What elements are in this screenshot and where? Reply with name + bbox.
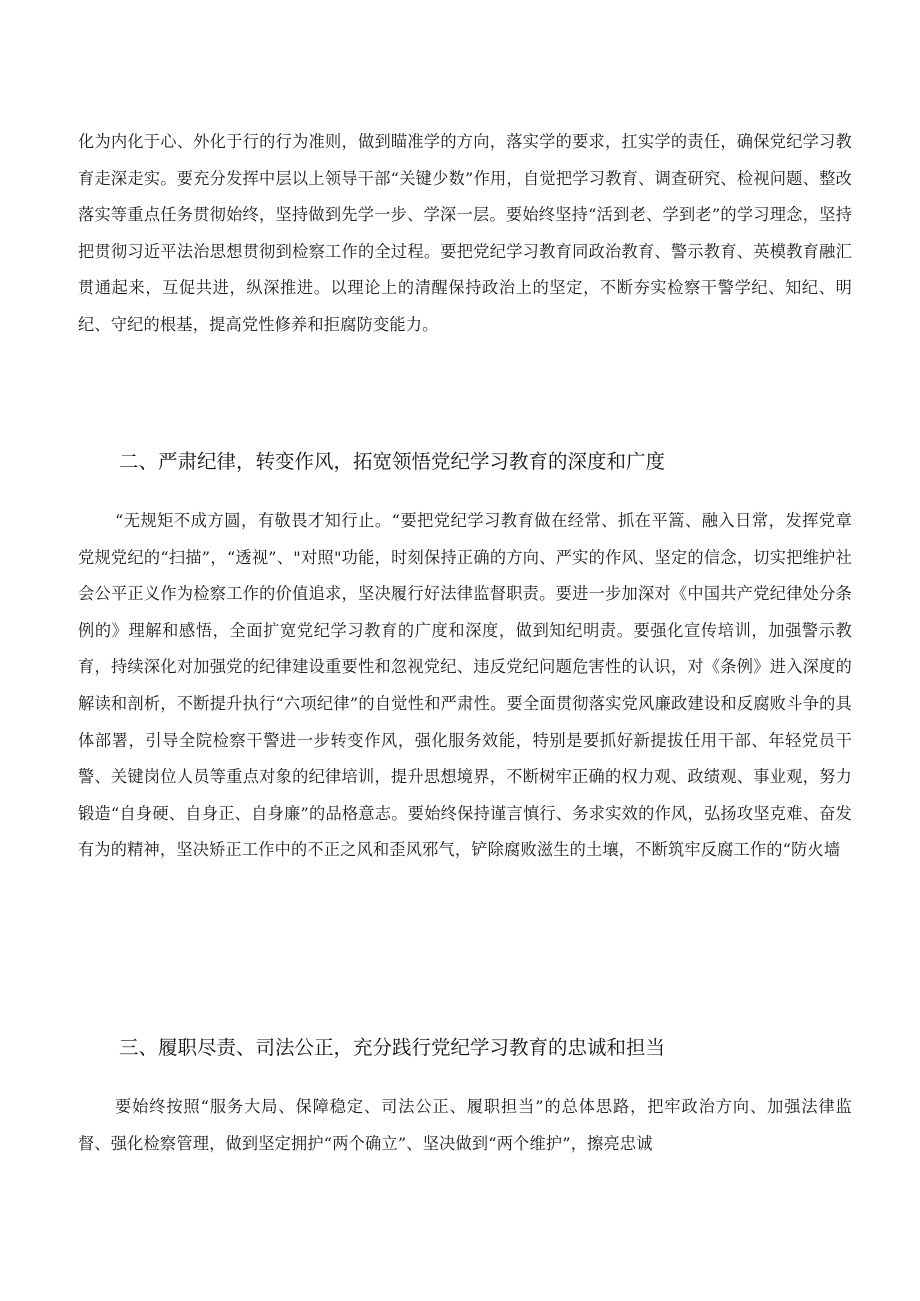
paragraph-1: 化为内化于心、外化于行的行为准则，做到瞄准学的方向，落实学的要求，扛实学的责任，确保党纪学习教育走深走实。要充分发挥中层以上领导干部“关键少数”作用，自觉把学习教育、调查研究、检视问题、整改落实等重点任务贯彻始终，坚持做到先学一步、学深一层。要始终坚持“活到老、学到老”的学习理念，坚持把贯彻习近平法治思想贯彻到检察工作的全过程。要把党纪学习教育同政治教育、警示教育、英模教育融汇贯通起来，互促共进，纵深推进。以理论上的清醒保持政治上的坚定，不断夯实检察干警学纪、知纪、明纪、守纪的根基，提高党性修养和拒腐防变能力。: [78, 132, 852, 334]
section-heading-2: 二、严肃纪律，转变作风，拓宽领悟党纪学习教育的深度和广度: [119, 450, 666, 473]
section-heading-3: 三、履职尽责、司法公正，充分践行党纪学习教育的忠诚和担当: [119, 1036, 666, 1059]
paragraph-2: “无规矩不成方圆，有敬畏才知行止。“要把党纪学习教育做在经常、抓在平篙、融入日常，发挥党章党规党纪的“扫描”，“透视”、"对照"功能，时刻保持正确的方向、严实的作风、坚定的信念，切实把维护社会公平正义作为检察工作的价值追求，坚决履行好法律监督职责。要进一步加深对《中国共产党纪律处分条例的》理解和感悟，全面扩宽党纪学习教育的广度和深度，做到知纪明责。要强化宣传培训，加强警示教育，持续深化对加强党的纪律建设重要性和忽视党纪、违反党纪问题危害性的认识，对《条例》进入深度的解读和剖析，不断提升执行“六项纪律”的自觉性和严肃性。要全面贯彻落实党风廉政建设和反腐败斗争的具体部署，引导全院检察干警进一步转变作风，强化服务效能，特别是要抓好新提拔任用干部、年轻党员干警、关键岗位人员等重点对象的纪律培训，提升思想境界，不断树牢正确的权力观、政绩观、事业观，努力锻造“自身硬、自身正、自身廉”的品格意志。要始终保持谨言慎行、务求实效的作风，弘扬攻坚克难、奋发有为的精神，坚决矫正工作中的不正之风和歪风邪气，铲除腐败滋生的土壤，不断筑牢反腐工作的“防火墙: [78, 511, 852, 860]
paragraph-3: 要始终按照“服务大局、保障稳定、司法公正、履职担当”的总体思路，把牢政治方向、加强法律监督、强化检察管理，做到坚定拥护“两个确立”、坚决做到“两个维护”，擦亮忠诚: [78, 1097, 852, 1153]
